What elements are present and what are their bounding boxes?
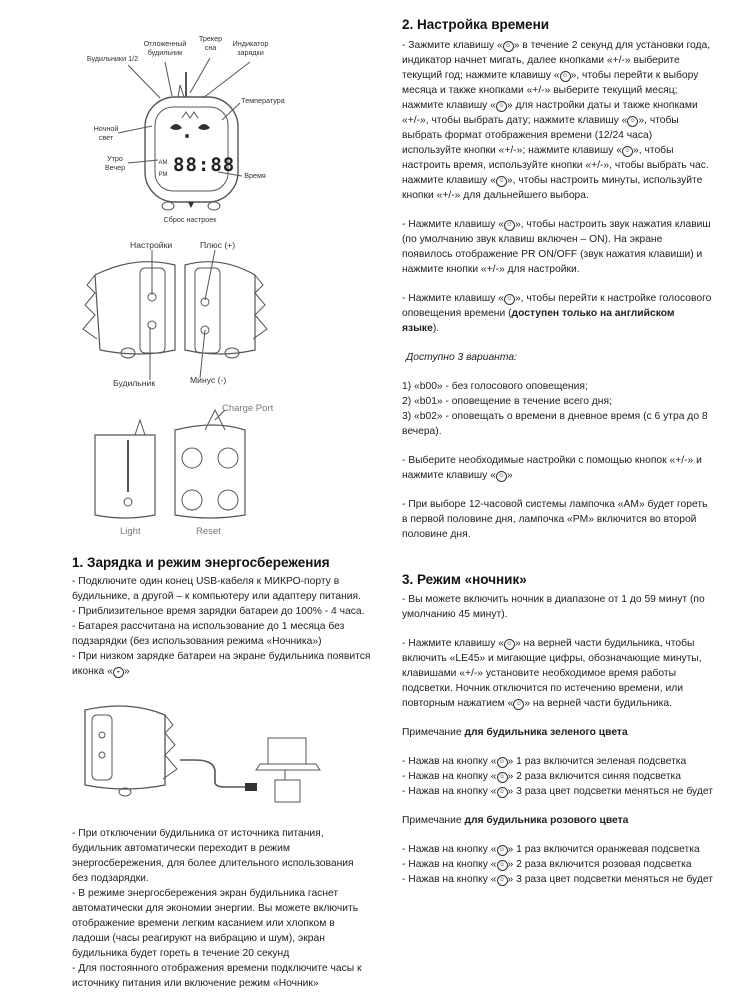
- clock-bottom-illustration: [0, 0, 300, 540]
- section1-p5: - При отключении будильника от источника питания, будильник автоматически переходит в режим энергосбережения, для более длительного использования без подзарядки.: [72, 828, 354, 884]
- section3-note-green: Примечание для будильника зеленого цвета: [402, 727, 628, 738]
- section1-title: 1. Зарядка и режим энергосбережения: [72, 555, 330, 570]
- section1-p7: - Для постоянного отображения времени подключите часы к источнику питания или включение режим «Ночник»: [72, 963, 362, 989]
- face-button-icon: ☺: [497, 845, 508, 856]
- face-button-icon: ☺: [560, 71, 571, 82]
- section3-body: [402, 592, 714, 887]
- label-alarms: Будильники 1/2: [86, 54, 139, 63]
- face-button-icon: ☺: [497, 860, 508, 871]
- label-settings: Настройки: [130, 240, 173, 250]
- face-button-icon: ☺: [503, 41, 514, 52]
- label-light: Light: [120, 526, 141, 537]
- section3-green-2: - Нажав на кнопку « ☺ » 2 раза включится синяя подсветка: [402, 771, 681, 782]
- section2-p4: - Выберите необходимые настройки с помощью кнопок «+/-» и нажмите клавишу « ☺ »: [402, 455, 702, 481]
- section2-v1: 1) «b00» - без голосового оповещения;: [402, 381, 588, 392]
- section3-pink-1: - Нажав на кнопку « ☺ » 1 раз включится оранжевая подсветка: [402, 844, 700, 855]
- section1-p6: - В режиме энергосбережения экран будильника гаснет автоматически для экономии энергии. Вы можете включить отображение времени легким касанием или хлопком в ладоши (часы реагируют на вибрацию и шум), экран будильника будет гореть в течение 20 секунд: [72, 888, 359, 959]
- section3-green-3: - Нажав на кнопку « ☺ » 3 раза цвет подсветки меняться не будет: [402, 786, 713, 797]
- face-button-icon: ☺: [504, 294, 515, 305]
- section3-pink-3: - Нажав на кнопку « ☺ » 3 раза цвет подсветки меняться не будет: [402, 874, 713, 885]
- label-minus: Минус (-): [190, 375, 227, 385]
- section3-p1: - Вы можете включить ночник в диапазоне от 1 до 59 минут (по умолчанию 45 минут).: [402, 594, 705, 620]
- label-reset-bottom: Reset: [196, 526, 221, 537]
- face-button-icon: ☺: [504, 639, 515, 650]
- clock-display-digits: 88:88: [173, 154, 236, 176]
- section2-p5: - При выборе 12-часовой системы лампочка «AM» будет гореть в первой половине дня, лампочка «PM» включится во второй половине дня.: [402, 499, 708, 540]
- label-alarm-off: Отложенный будильник: [143, 39, 187, 57]
- label-time: Время: [244, 171, 266, 180]
- face-button-icon: ☺: [497, 787, 508, 798]
- label-alarm: Будильник: [113, 378, 156, 388]
- section3-green-1: - Нажав на кнопку « ☺ » 1 раз включится зеленая подсветка: [402, 756, 687, 767]
- section3-note-pink: Примечание для будильника розового цвета: [402, 815, 629, 826]
- charging-illustration: [70, 700, 330, 810]
- face-button-icon: ☺: [622, 146, 633, 157]
- face-button-icon: ☺: [497, 875, 508, 886]
- label-pm: PM: [158, 172, 168, 178]
- label-sleep-tracker: Трекер сна: [198, 34, 223, 52]
- section2-v3: 3) «b02» - оповещать о времени в дневное время (с 6 утра до 8 вечера).: [402, 411, 708, 437]
- section3-pink-2: - Нажав на кнопку « ☺ » 2 раза включится розовая подсветка: [402, 859, 692, 870]
- label-plus: Плюс (+): [200, 240, 236, 250]
- section1-p1: - Подключите один конец USB-кабеля к МИКРО-порту в будильнике, а другой – к компьютеру или адаптеру питания.: [72, 576, 361, 602]
- face-button-icon: ☺: [513, 699, 524, 710]
- label-reset: Сброс настроек: [163, 215, 217, 224]
- face-button-icon: ☺: [496, 176, 507, 187]
- label-morning-evening: Утро Вечер: [104, 154, 126, 172]
- section2-p3: - Нажмите клавишу « ☺ », чтобы перейти к настройке голосового оповещения времени (доступен только на английском языке).: [402, 293, 712, 334]
- section2-body: [402, 38, 714, 542]
- section2-p1: - Зажмите клавишу « ☺ » в течение 2 секунд для установки года, индикатор начнет мигать, далее кнопками «+/-» выберите текущий год; нажмите клавишу « ☺ », чтобы перейти к выбору месяца и также кнопками «+/-» выберите текущий месяц; нажмите клавишу « ☺ » для настройки даты и также кнопками «+/-», чтобы выбрать дату; нажмите клавишу « ☺ », чтобы выбрать формат отображения времени (12/24 часа) используйте кнопки «+/-»; нажмите клавишу « ☺ », чтобы настроить время, используйте кнопки «+/-», чтобы выбрать час. нажмите клавишу « ☺ », чтобы настроить минуты, используйте кнопки «+/-» для дальнейшего выбора.: [402, 40, 711, 201]
- low-battery-icon: ◒: [113, 667, 124, 678]
- section3-p2: - Нажмите клавишу « ☺ » на верней части будильника, чтобы включить «LE45» и мигающие цифры, обозначающие минуты, клавишами «+/-» установите необходимое время работы подсветки. Ночник отключится по истечению времени, или повторным нажатием « ☺ » на верней части будильника.: [402, 638, 702, 709]
- label-temperature: Температура: [241, 96, 285, 105]
- face-button-icon: ☺: [627, 116, 638, 127]
- section1-p2: - Приблизительное время зарядки батареи до 100% - 4 часа.: [72, 606, 365, 617]
- label-am: AM: [158, 160, 168, 166]
- face-button-icon: ☺: [497, 772, 508, 783]
- label-charge-indicator: Индикатор зарядки: [232, 39, 269, 57]
- face-button-icon: ☺: [497, 757, 508, 768]
- section2-v2: 2) «b01» - оповещение в течение всего дня;: [402, 396, 612, 407]
- section1-intro: [72, 574, 372, 679]
- face-button-icon: ☺: [496, 471, 507, 482]
- section2-p2: - Нажмите клавишу « ☺ », чтобы настроить звук нажатия клавиш (по умолчанию звук клавиш включен – ON). На экране появилось отображение PR ON/OFF (звук нажатия клавиши) и нажмите кнопки «+/-» для настройки.: [402, 219, 711, 275]
- section3-title: 3. Режим «ночник»: [402, 572, 527, 587]
- section1-p4: - При низком зарядке батареи на экране будильника появится иконка « ◒ »: [72, 651, 371, 677]
- face-button-icon: ☺: [496, 101, 507, 112]
- section2-variants: Доступно 3 варианта:: [406, 352, 517, 363]
- label-night-light: Ночной свет: [93, 124, 119, 142]
- label-charge-port: Charge Port: [222, 403, 274, 414]
- section1-p3: - Батарея рассчитана на использование до 1 месяца без подзарядки (без использования режима «Ночника»): [72, 621, 345, 647]
- face-button-icon: ☺: [504, 220, 515, 231]
- section1-power-saving: [72, 826, 372, 991]
- section2-title: 2. Настройка времени: [402, 17, 550, 32]
